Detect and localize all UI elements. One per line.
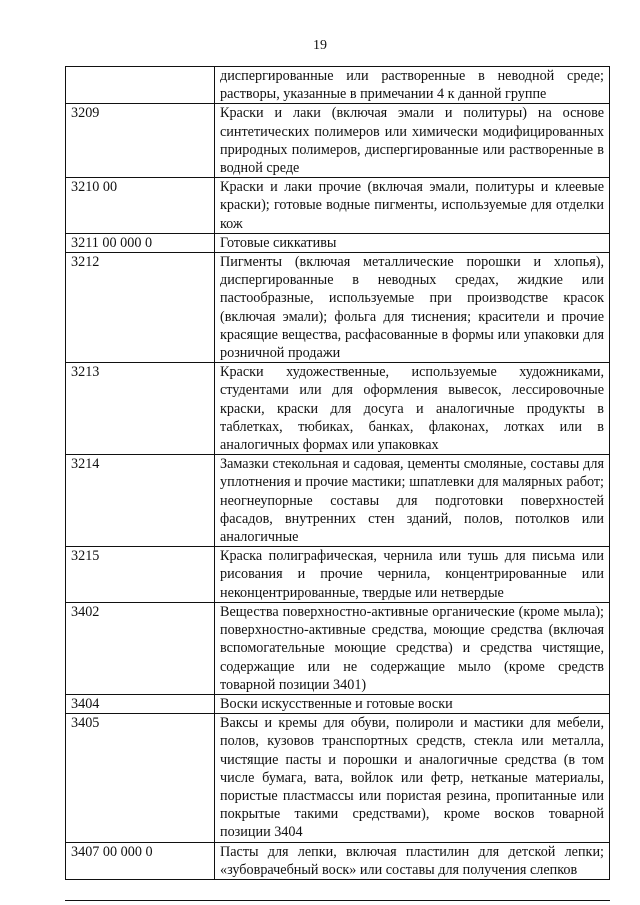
code-cell: 3215: [66, 547, 215, 603]
table-row: [66, 67, 610, 104]
tariff-code-table: [65, 66, 610, 880]
description-cell: Краски и лаки прочие (включая эмали, политуры и клеевые краски); готовые водные пигменты, используемые для отделки кож: [215, 178, 610, 234]
table-row: [66, 233, 610, 252]
description-cell: Краски художественные, используемые художниками, студентами или для оформления вывесок, лессировочные краски, краски для досуга и аналогичные продукты в таблетках, тюбиках, банках, флаконах, лотках или в аналогичных формах или упаковках: [215, 363, 610, 455]
code-cell: 3211 00 000 0: [66, 233, 215, 252]
table-row: [66, 178, 610, 234]
table-row: [66, 455, 610, 547]
table-row: [66, 547, 610, 603]
description-cell: Краска полиграфическая, чернила или тушь для письма или рисования и прочие чернила, концентрированные или неконцентрированные, твердые или нетвердые: [215, 547, 610, 603]
table-row: [66, 714, 610, 842]
table-row: [66, 842, 610, 879]
description-cell: Пигменты (включая металлические порошки и хлопья), диспергированные в неводных средах, жидкие или пастообразные, используемые при производстве красок (включая эмали); фольга для тиснения; красители и прочие красящие вещества, расфасованные в формы или упаковки для розничной продажи: [215, 253, 610, 363]
table-row: [66, 694, 610, 713]
description-cell: Воски искусственные и готовые воски: [215, 694, 610, 713]
code-cell: 3214: [66, 455, 215, 547]
code-cell: 3404: [66, 694, 215, 713]
code-cell: [66, 67, 215, 104]
description-cell: диспергированные или растворенные в неводной среде; растворы, указанные в примечании 4 к данной группе: [215, 67, 610, 104]
description-cell: Ваксы и кремы для обуви, полироли и мастики для мебели, полов, кузовов транспортных средств, стекла или металла, чистящие пасты и порошки и аналогичные средства (в том числе бумага, вата, войлок или фетр, нетканые материалы, пористые пластмассы или пористая резина, пропитанные или покрытые такими средствами), кроме восков товарной позиции 3404: [215, 714, 610, 842]
code-cell: 3213: [66, 363, 215, 455]
code-cell: 3402: [66, 602, 215, 694]
code-cell: 3405: [66, 714, 215, 842]
table-row: [66, 104, 610, 178]
description-cell: Замазки стекольная и садовая, цементы смоляные, составы для уплотнения и прочие мастики; шпатлевки для малярных работ; неогнеупорные составы для подготовки поверхностей фасадов, внутренних стен зданий, полов, потолков или аналогичные: [215, 455, 610, 547]
description-cell: Готовые сиккативы: [215, 233, 610, 252]
code-cell: 3210 00: [66, 178, 215, 234]
table-row: [66, 253, 610, 363]
code-cell: 3209: [66, 104, 215, 178]
code-cell: 3212: [66, 253, 215, 363]
page-bottom-rule: [65, 900, 610, 901]
table-row: [66, 602, 610, 694]
table-row: [66, 363, 610, 455]
description-cell: Пасты для лепки, включая пластилин для детской лепки; «зубоврачебный воск» или составы для получения слепков: [215, 842, 610, 879]
description-cell: Краски и лаки (включая эмали и политуры) на основе синтетических полимеров или химически модифицированных природных полимеров, диспергированные или растворенные в водной среде: [215, 104, 610, 178]
page-number: 19: [313, 38, 327, 53]
code-cell: 3407 00 000 0: [66, 842, 215, 879]
description-cell: Вещества поверхностно-активные органические (кроме мыла); поверхностно-активные средства, моющие средства (включая вспомогательные моющие средства) и средства чистящие, содержащие или не содержащие мыло (кроме средств товарной позиции 3401): [215, 602, 610, 694]
